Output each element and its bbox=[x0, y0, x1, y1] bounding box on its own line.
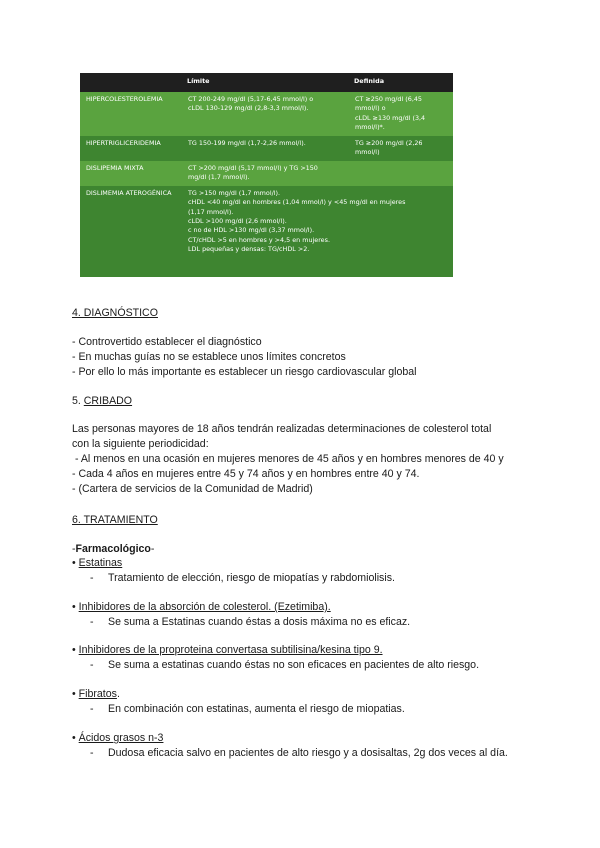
group-desc: Se suma a estatinas cuando éstas no son eficaces en pacientes de alto riesgo. bbox=[108, 659, 480, 671]
treatment-group-title bbox=[72, 688, 120, 701]
diagnostico-item: - Por ello lo más importante es establecer un riesgo cardiovascular global bbox=[72, 366, 417, 378]
subheading-suffix: - bbox=[150, 543, 155, 555]
dash: - bbox=[90, 572, 94, 584]
table-header-row bbox=[80, 73, 453, 92]
dash: - bbox=[90, 747, 94, 759]
treatment-group-title bbox=[72, 644, 383, 657]
cell-line: CT ≥250 mg/dl (6,45 bbox=[355, 95, 423, 103]
cell-line: cLDL >100 mg/dl (2,6 mmol/l). bbox=[188, 217, 287, 226]
table-header-cell: Definida bbox=[350, 73, 453, 92]
cell-line: TG ≥200 mg/dl (2,26 bbox=[355, 139, 423, 147]
farmacologico-subheading bbox=[72, 543, 154, 556]
dash: - bbox=[90, 616, 94, 628]
group-title: Fibratos bbox=[78, 688, 117, 700]
cell-line: TG 150-199 mg/dl (1,7-2,26 mmol/l). bbox=[188, 139, 306, 147]
cell-line: mmol/l) bbox=[355, 148, 380, 157]
group-title-tail: . bbox=[116, 688, 120, 700]
limite-cell bbox=[183, 161, 350, 186]
limite-cell bbox=[183, 186, 453, 277]
limite-cell bbox=[183, 136, 350, 161]
cell-line: cLDL ≥130 mg/dl (3,4 bbox=[355, 113, 426, 122]
group-desc: Tratamiento de elección, riesgo de miopatías y rabdomiolisis. bbox=[108, 572, 395, 584]
treatment-group-description bbox=[90, 659, 479, 672]
treatment-group-title bbox=[72, 732, 163, 745]
definida-cell bbox=[350, 136, 453, 161]
row-name-cell: DISLIPEMIA MIXTA bbox=[80, 161, 183, 186]
treatment-group-title bbox=[72, 601, 331, 614]
tratamiento-heading: 6. TRATAMIENTO bbox=[72, 514, 158, 526]
diagnostico-item: - Controvertido establecer el diagnóstico bbox=[72, 336, 262, 348]
bullet: • bbox=[72, 688, 79, 700]
bullet: • bbox=[72, 644, 79, 656]
definida-cell bbox=[350, 161, 453, 186]
cribado-item: - Cada 4 años en mujeres entre 45 y 74 años y en hombres entre 40 y 74. bbox=[72, 468, 420, 480]
treatment-group-title bbox=[72, 557, 122, 570]
treatment-group-description bbox=[90, 747, 508, 760]
dash: - bbox=[90, 659, 94, 671]
table-row bbox=[80, 92, 453, 136]
row-name-cell: HIPERCOLESTEROLEMIA bbox=[80, 92, 183, 136]
cell-line: cHDL <40 mg/dl en hombres (1,04 mmol/l) y <45 mg/dl en mujeres bbox=[188, 198, 406, 207]
cell-line: CT >200 mg/dl (5,17 mmol/l) y TG >150 bbox=[188, 163, 318, 172]
cell-line: mg/dl (1,7 mmol/l). bbox=[188, 173, 250, 182]
treatment-group-description bbox=[90, 572, 395, 585]
row-name-cell: HIPERTRIGLICERIDEMIA bbox=[80, 136, 183, 161]
group-desc: Dudosa eficacia salvo en pacientes de alto riesgo y a dosisaltas, 2g dos veces al día. bbox=[108, 747, 508, 759]
table-row bbox=[80, 186, 453, 277]
cribado-heading-word: CRIBADO bbox=[83, 395, 133, 407]
cell-line: mmol/l) o bbox=[355, 104, 386, 113]
bullet: • bbox=[72, 601, 79, 613]
cribado-paragraph-line: Las personas mayores de 18 años tendrán realizadas determinaciones de colesterol total bbox=[72, 423, 492, 435]
cribado-paragraph-line: con la siguiente periodicidad: bbox=[72, 438, 209, 450]
diagnostico-heading: 4. DIAGNÓSTICO bbox=[72, 307, 158, 319]
cell-line: (1,17 mmol/l). bbox=[188, 207, 234, 216]
cell-line: CT/cHDL >5 en hombres y >4,5 en mujeres. bbox=[188, 235, 330, 244]
group-desc: En combinación con estatinas, aumenta el riesgo de miopatias. bbox=[108, 703, 405, 715]
treatment-group-description bbox=[90, 703, 405, 716]
group-title: Inhibidores de la absorción de colesterol. (Ezetimiba). bbox=[78, 601, 331, 613]
cell-line: LDL pequeñas y densas: TG/cHDL >2. bbox=[188, 245, 310, 254]
group-title: Estatinas bbox=[78, 557, 123, 569]
cell-line: mmol/l)*. bbox=[355, 123, 385, 132]
table-row bbox=[80, 161, 453, 186]
bullet: • bbox=[72, 732, 79, 744]
definida-cell bbox=[350, 92, 453, 136]
group-title: Inhibidores de la proproteina convertasa subtilisina/kesina tipo 9. bbox=[78, 644, 383, 656]
cribado-item: - Al menos en una ocasión en mujeres menores de 45 años y en hombres menores de 40 y bbox=[72, 453, 504, 465]
limite-cell bbox=[183, 92, 350, 136]
cell-line: c no de HDL >130 mg/dl (3,37 mmol/l). bbox=[188, 226, 315, 235]
subheading-bold: Farmacológico bbox=[75, 543, 151, 555]
treatment-group-description bbox=[90, 616, 410, 629]
group-title: Ácidos grasos n-3 bbox=[78, 732, 164, 744]
cribado-heading-number: 5. bbox=[72, 395, 84, 407]
group-desc: Se suma a Estatinas cuando éstas a dosis máxima no es eficaz. bbox=[108, 616, 411, 628]
row-name-cell: DISLIMEMIA ATEROGÉNICA bbox=[80, 186, 183, 277]
bullet: • bbox=[72, 557, 79, 569]
cell-line: TG >150 mg/dl (1,7 mmol/l). bbox=[188, 188, 281, 197]
cell-line: cLDL 130-129 mg/dl (2,8-3,3 mmol/l). bbox=[188, 104, 309, 113]
cell-line: CT 200-249 mg/dl (5,17-6,45 mmol/l) o bbox=[188, 95, 314, 103]
dash: - bbox=[90, 703, 94, 715]
table-row bbox=[80, 136, 453, 161]
diagnostico-item: - En muchas guías no se establece unos límites concretos bbox=[72, 351, 346, 363]
cribado-heading bbox=[72, 395, 132, 408]
table-header-cell: Límite bbox=[183, 73, 350, 92]
dyslipidemia-table bbox=[80, 73, 453, 277]
cribado-item: - (Cartera de servicios de la Comunidad de Madrid) bbox=[72, 483, 313, 495]
subheading-prefix: - bbox=[72, 543, 76, 555]
table-header-cell bbox=[80, 73, 183, 92]
